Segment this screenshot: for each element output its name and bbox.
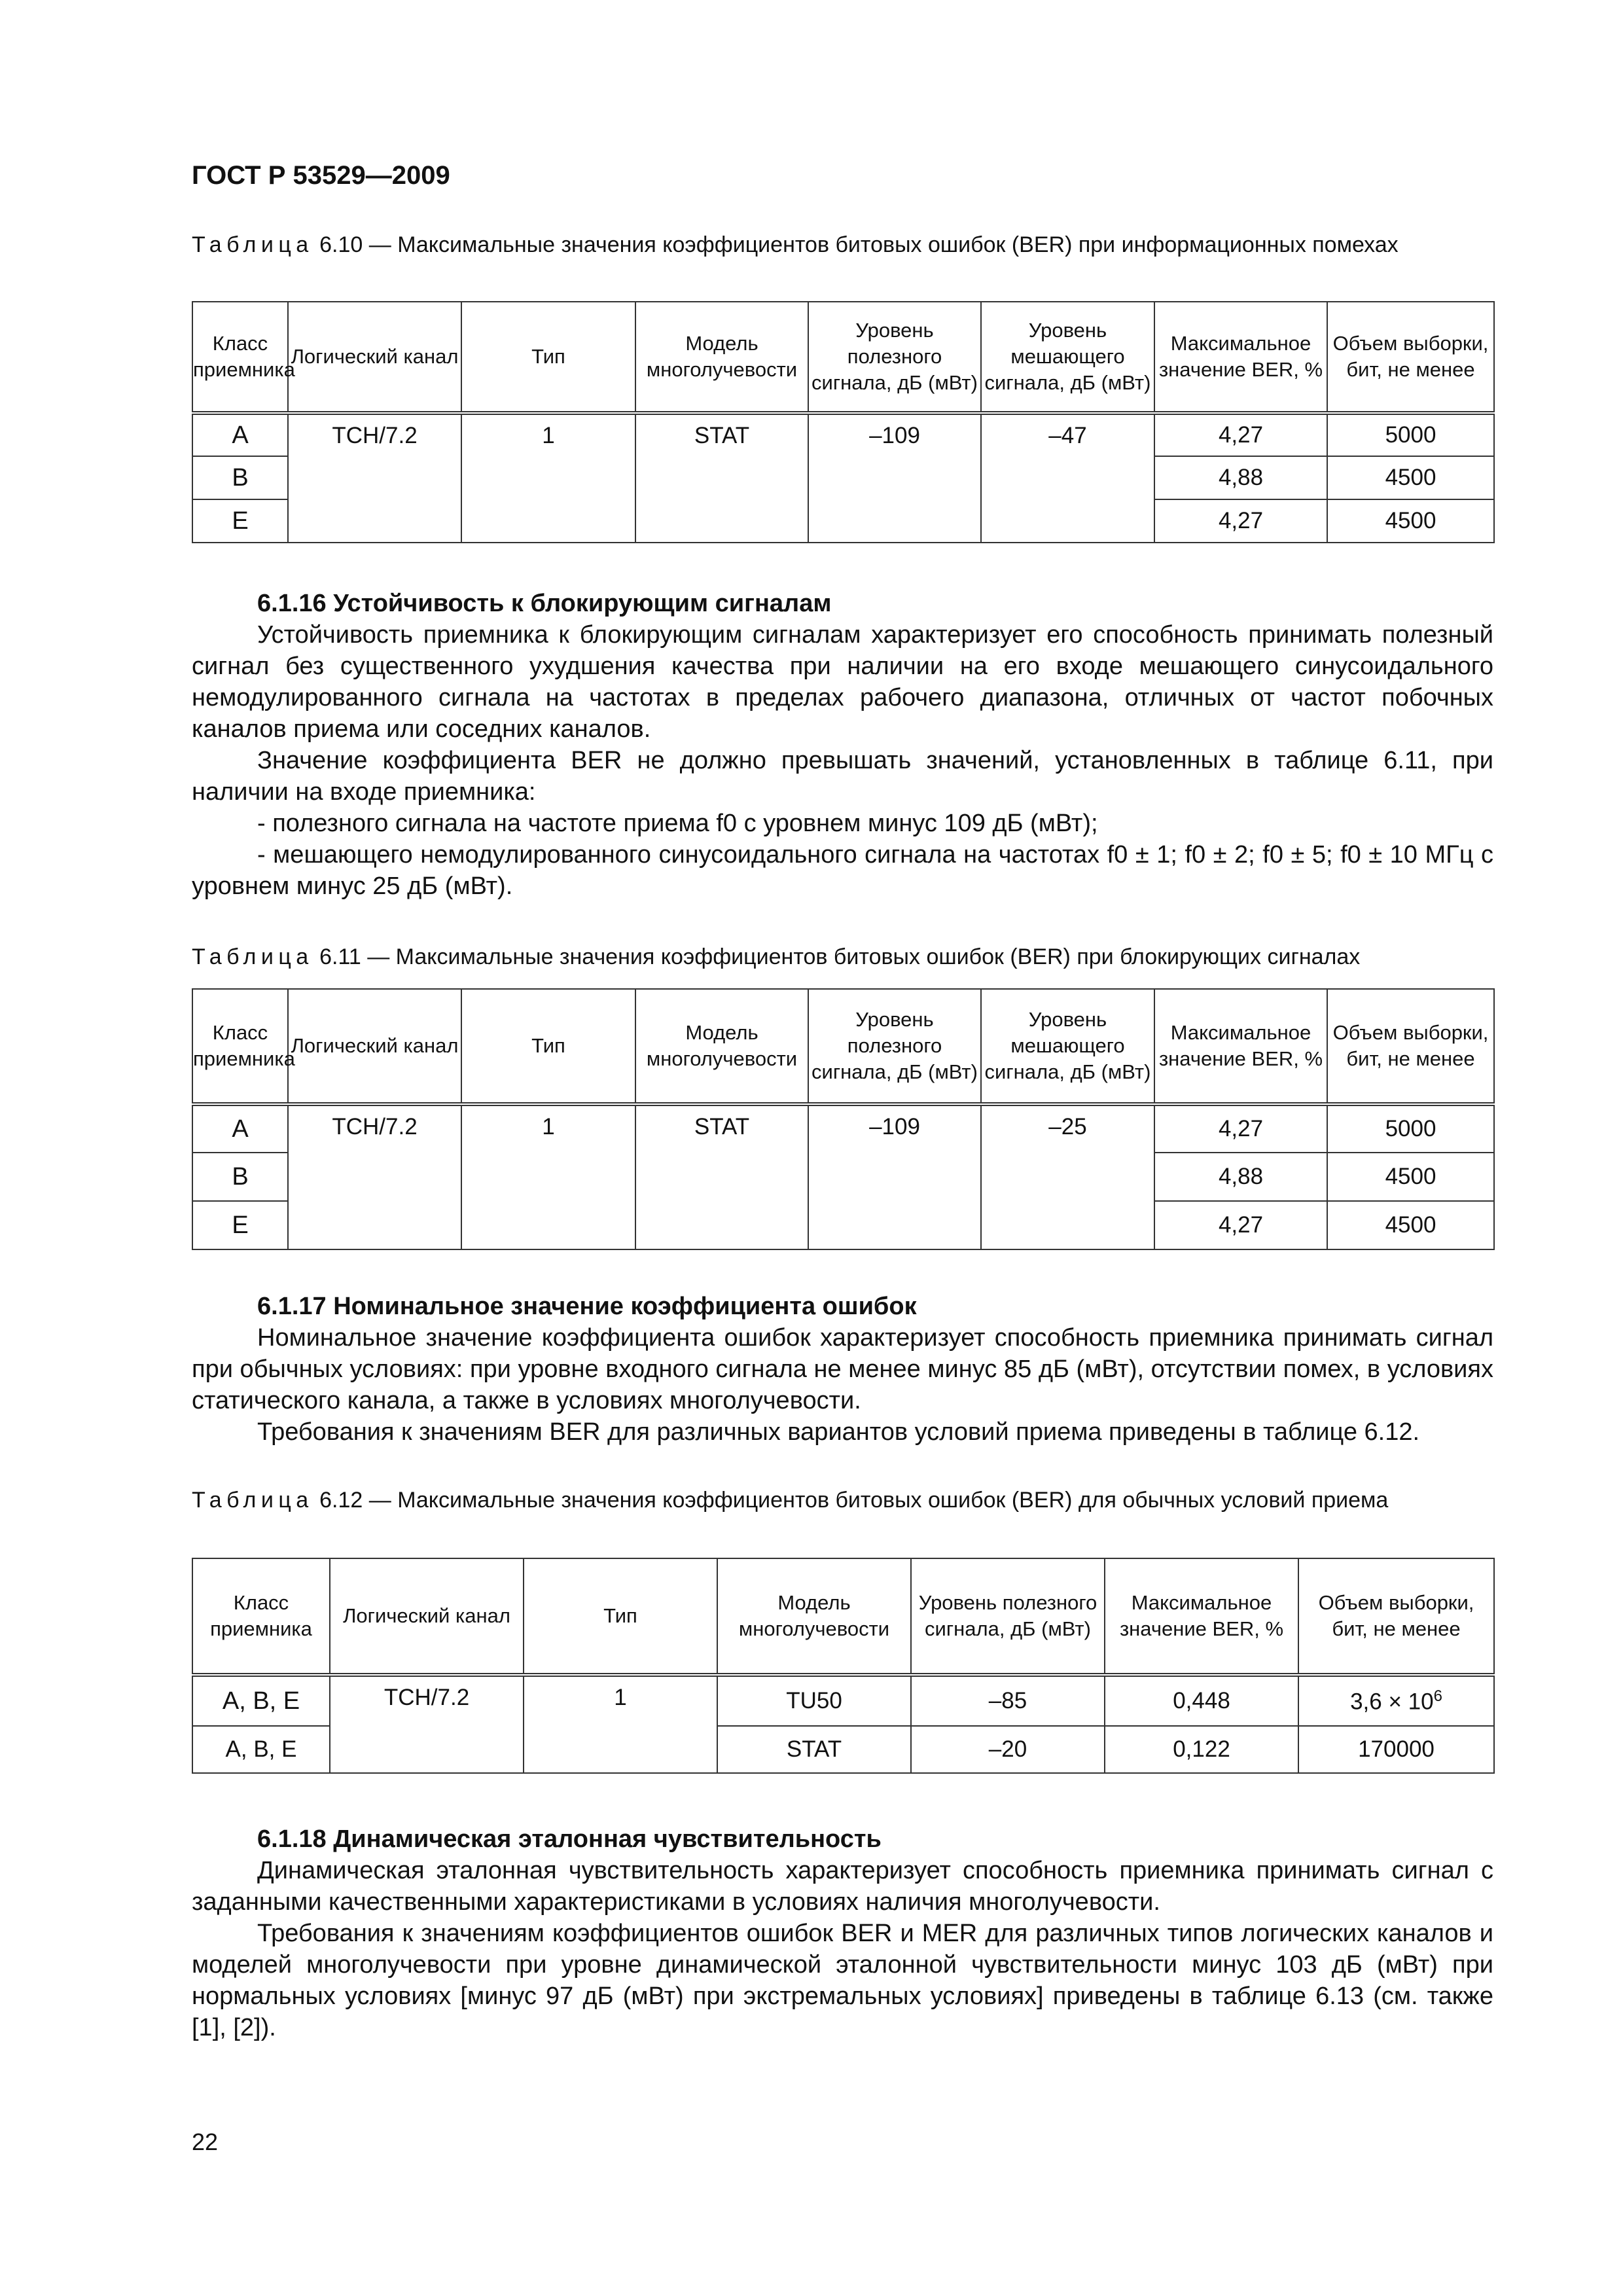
- table-header-row: [192, 302, 1494, 413]
- model-cell: STAT: [635, 1104, 808, 1249]
- table-label: Таблица: [192, 1488, 313, 1513]
- sample-cell: 5000: [1327, 413, 1494, 456]
- header-cell: Тип: [461, 989, 635, 1104]
- sample-cell: [1298, 1675, 1494, 1726]
- sample-cell: 5000: [1327, 1104, 1494, 1153]
- sample-cell: 4500: [1327, 1201, 1494, 1249]
- header-cell: Модель многолучевости: [635, 302, 808, 413]
- useful-level-cell: –109: [808, 1104, 981, 1249]
- channel-cell: TCH/7.2: [330, 1675, 524, 1773]
- paragraph: Значение коэффициента BER не должно превышать значений, установленных в таблице 6.11, при наличии на входе приемника:: [192, 747, 1493, 806]
- header-cell: Объем выборки, бит, не менее: [1327, 989, 1494, 1104]
- header-cell: Модель многолучевости: [717, 1558, 911, 1675]
- class-cell: B: [192, 1153, 288, 1201]
- header-cell: Тип: [461, 302, 635, 413]
- sample-cell: 170000: [1298, 1726, 1494, 1773]
- header-cell: Уровень мешающего сигнала, дБ (мВт): [981, 302, 1154, 413]
- header-cell: Максимальное значение BER, %: [1105, 1558, 1298, 1675]
- useful-level-cell: –20: [911, 1726, 1105, 1773]
- table-label: Таблица: [192, 232, 313, 257]
- header-cell: Логический канал: [330, 1558, 524, 1675]
- header-cell: Модель многолучевости: [635, 989, 808, 1104]
- header-cell: Логический канал: [288, 302, 461, 413]
- sample-mantissa: 3,6 × 10: [1350, 1689, 1434, 1715]
- interfering-level-cell: –25: [981, 1104, 1154, 1249]
- standard-header: ГОСТ Р 53529—2009: [192, 161, 450, 190]
- paragraph: Динамическая эталонная чувствительность характеризует способность приемника принимать сигнал с заданными качественными характеристиками в условиях наличия многолучевости.: [192, 1857, 1493, 1916]
- sample-cell: 4500: [1327, 499, 1494, 543]
- class-cell: A: [192, 1104, 288, 1153]
- table-header-row: [192, 989, 1494, 1104]
- useful-level-cell: –109: [808, 413, 981, 543]
- ber-cell: 4,88: [1154, 456, 1327, 499]
- ber-cell: 4,27: [1154, 499, 1327, 543]
- class-cell: E: [192, 1201, 288, 1249]
- header-cell: Уровень мешающего сигнала, дБ (мВт): [981, 989, 1154, 1104]
- table-caption-text: 6.10 — Максимальные значения коэффициентов битовых ошибок (BER) при информационных помехах: [319, 232, 1399, 257]
- model-cell: TU50: [717, 1675, 911, 1726]
- paragraph: Номинальное значение коэффициента ошибок характеризует способность приемника принимать сигнал при обычных условиях: при уровне входного сигнала не менее минус 85 дБ (мВт), отсутствии помех, в условиях статического канала, а также в условиях многолучевости.: [192, 1324, 1493, 1414]
- ber-cell: 4,27: [1154, 1201, 1327, 1249]
- class-cell: B: [192, 456, 288, 499]
- table-6-10: [192, 301, 1495, 543]
- table-6-10-caption: [192, 230, 1493, 259]
- section-heading: 6.1.16 Устойчивость к блокирующим сигналам: [257, 590, 832, 617]
- header-cell: Класс приемника: [192, 1558, 330, 1675]
- channel-cell: TCH/7.2: [288, 413, 461, 543]
- ber-cell: 0,448: [1105, 1675, 1298, 1726]
- table-label: Таблица: [192, 944, 313, 969]
- table-6-11-caption: [192, 942, 1493, 971]
- table-caption-text: 6.12 — Максимальные значения коэффициентов битовых ошибок (BER) для обычных условий приема: [319, 1488, 1389, 1513]
- paragraph: Требования к значениям BER для различных вариантов условий приема приведены в таблице 6.12.: [257, 1418, 1420, 1446]
- header-cell: Класс приемника: [192, 989, 288, 1104]
- header-cell: Тип: [524, 1558, 717, 1675]
- section-6-1-18: [192, 1823, 1493, 2043]
- table-6-12-caption: [192, 1486, 1493, 1515]
- interfering-level-cell: –47: [981, 413, 1154, 543]
- page-number: 22: [192, 2128, 219, 2155]
- ber-cell: 0,122: [1105, 1726, 1298, 1773]
- header-cell: Класс приемника: [192, 302, 288, 413]
- header-cell: Уровень полезного сигнала, дБ (мВт): [808, 989, 981, 1104]
- channel-cell: TCH/7.2: [288, 1104, 461, 1249]
- header-cell: Объем выборки, бит, не менее: [1298, 1558, 1494, 1675]
- type-cell: 1: [524, 1675, 717, 1773]
- table-6-11: [192, 988, 1495, 1250]
- model-cell: STAT: [717, 1726, 911, 1773]
- table-row: [192, 1675, 1494, 1726]
- class-cell: A, B, E: [192, 1726, 330, 1773]
- type-cell: 1: [461, 413, 635, 543]
- list-item: - полезного сигнала на частоте приема f0 с уровнем минус 109 дБ (мВт);: [257, 810, 1098, 837]
- header-cell: Максимальное значение BER, %: [1154, 302, 1327, 413]
- type-cell: 1: [461, 1104, 635, 1249]
- ber-cell: 4,27: [1154, 1104, 1327, 1153]
- sample-exponent: 6: [1433, 1687, 1442, 1705]
- header-cell: Объем выборки, бит, не менее: [1327, 302, 1494, 413]
- header-cell: Логический канал: [288, 989, 461, 1104]
- header-cell: Уровень полезного сигнала, дБ (мВт): [808, 302, 981, 413]
- table-6-12: [192, 1558, 1495, 1774]
- ber-cell: 4,27: [1154, 413, 1327, 456]
- table-header-row: [192, 1558, 1494, 1675]
- sample-cell: 4500: [1327, 1153, 1494, 1201]
- paragraph: Требования к значениям коэффициентов ошибок BER и MER для различных типов логических каналов и моделей многолучевости при уровне динамической эталонной чувствительности минус 103 дБ (мВт) при нормальных условиях [минус 97 дБ (мВт) при экстремальных условиях] приведены в таблице 6.13 (см. также [1], [2]).: [192, 1920, 1493, 2041]
- paragraph: Устойчивость приемника к блокирующим сигналам характеризует его способность принимать полезный сигнал без существенного ухудшения качества при наличии на его входе мешающего синусоидального немодулированного сигнала на частотах в пределах рабочего диапазона, отличных от частот побочных каналов приема или соседних каналов.: [192, 621, 1493, 743]
- useful-level-cell: –85: [911, 1675, 1105, 1726]
- ber-cell: 4,88: [1154, 1153, 1327, 1201]
- class-cell: A: [192, 413, 288, 456]
- table-caption-text: 6.11 — Максимальные значения коэффициентов битовых ошибок (BER) при блокирующих сигналах: [319, 944, 1361, 969]
- section-6-1-17: [192, 1291, 1493, 1448]
- section-heading: 6.1.17 Номинальное значение коэффициента ошибок: [257, 1293, 917, 1320]
- class-cell: E: [192, 499, 288, 543]
- header-cell: Уровень полезного сигнала, дБ (мВт): [911, 1558, 1105, 1675]
- list-item: - мешающего немодулированного синусоидального сигнала на частотах f0 ± 1; f0 ± 2; f0 ± 5; f0 ± 10 МГц с уровнем минус 25 дБ (мВт).: [192, 841, 1493, 900]
- sample-cell: 4500: [1327, 456, 1494, 499]
- section-6-1-16: [192, 588, 1493, 902]
- table-row: [192, 1104, 1494, 1153]
- section-heading: 6.1.18 Динамическая эталонная чувствительность: [257, 1825, 882, 1853]
- model-cell: STAT: [635, 413, 808, 543]
- class-cell: A, B, E: [192, 1675, 330, 1726]
- header-cell: Максимальное значение BER, %: [1154, 989, 1327, 1104]
- table-row: [192, 413, 1494, 456]
